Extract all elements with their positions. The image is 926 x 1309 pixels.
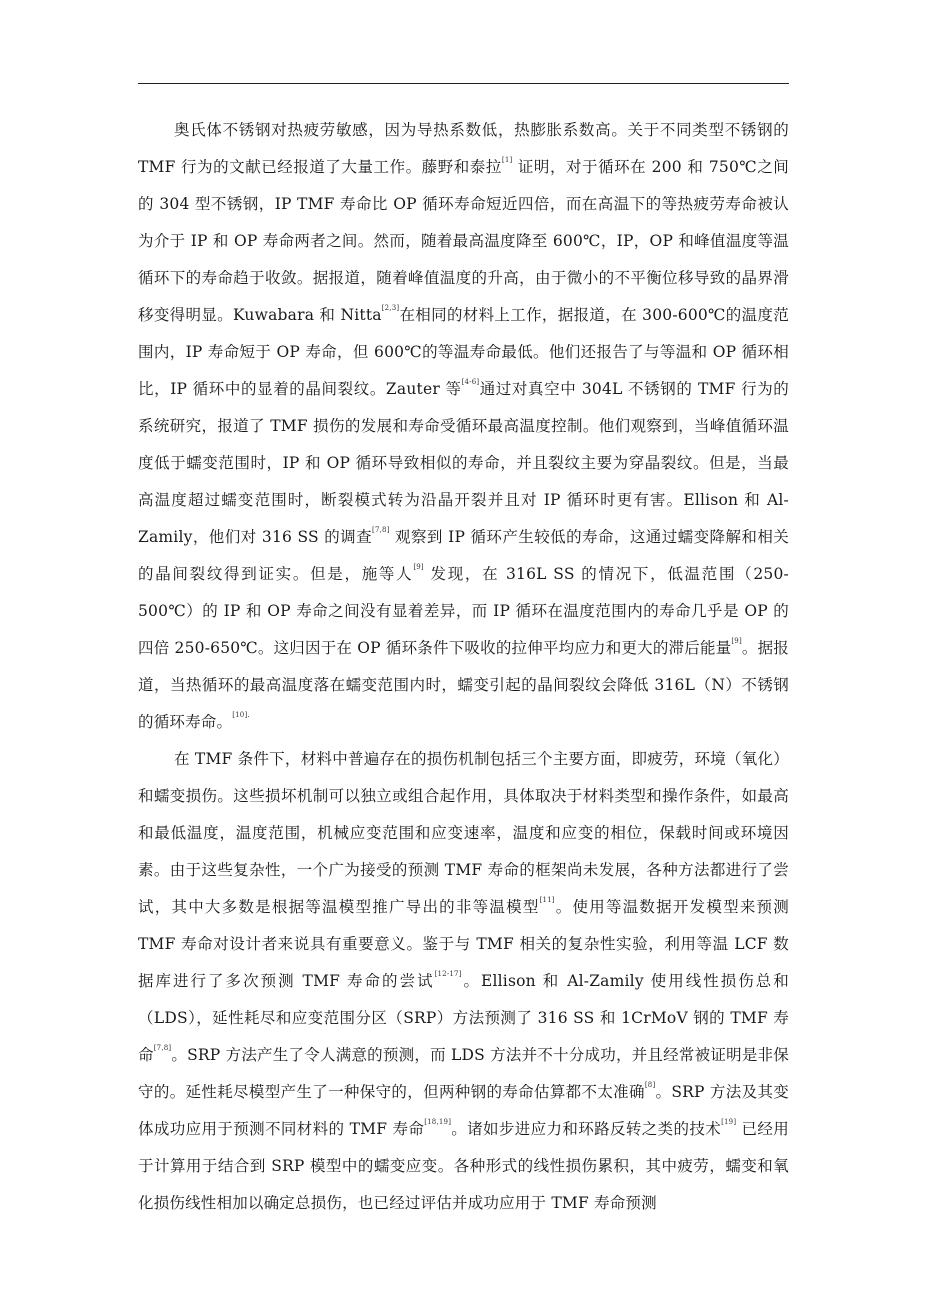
text-run: 已经用于计算用于结合到 SRP 模型中的蠕变应变。各种形式的线性损伤累积，其中疲劳，蠕变和氧化损伤线性相加以确定总损伤，也已经过评估并成功应用于 TMF 寿命预测 [138, 1120, 790, 1212]
citation-ref: [9] [413, 563, 424, 571]
paragraph-1 [138, 112, 789, 741]
citation-ref: [11] [539, 896, 555, 904]
text-run: 。SRP 方法产生了令人满意的预测，而 LDS 方法并不十分成功，并且经常被证明是非保守的。延性耗尽模型产生了一种保守的，但两种钢的寿命估算都不太准确 [138, 1046, 789, 1101]
text-run: 观察到 IP 循环产生较低的寿命，这通过蠕变降解和相关的晶间裂纹得到证实。但是，施等人 [138, 528, 789, 583]
text-run: 。Ellison 和 Al-Zamily 使用线性损伤总和（LDS），延性耗尽和应变范围分区（SRP）方法预测了 316 SS 和 1CrMoV 钢的 TMF 寿命 [138, 972, 789, 1064]
text-run: 。使用等温数据开发模型来预测 TMF 寿命对设计者来说具有重要意义。鉴于与 TMF 相关的复杂性实验，利用等温 LCF 数据库进行了多次预测 TMF 寿命的尝试 [138, 898, 789, 990]
text-run: 奥氏体不锈钢对热疲劳敏感，因为导热系数低，热膨胀系数高。关于不同类型不锈钢的 TMF 行为的文献已经报道了大量工作。藤野和泰拉 [138, 121, 789, 176]
citation-ref: [8] [644, 1081, 656, 1089]
text-run: 。SRP 方法及其变体成功应用于预测不同材料的 TMF 寿命 [138, 1083, 789, 1138]
citation-ref: [4-6] [461, 378, 480, 386]
paragraph-2 [138, 741, 789, 1222]
text-run: 在 TMF 条件下，材料中普遍存在的损伤机制包括三个主要方面，即疲劳，环境（氧化）和蠕变损伤。这些损坏机制可以独立或组合起作用，具体取决于材料类型和操作条件，如最高和最低温度，温度范围，机械应变范围和应变速率，温度和应变的相位，保载时间或环境因素。由于这些复杂性，一个广为接受的预测 TMF 寿命的框架尚未发展，各种方法都进行了尝试，其中大多数是根据等温模型推广导出的非等温模型 [138, 750, 789, 916]
citation-ref: [9] [731, 637, 742, 645]
document-body [138, 112, 789, 1222]
citation-ref: [19] [721, 1118, 737, 1126]
citation-ref: [1] [501, 156, 513, 164]
text-run: 在相同的材料上工作，据报道，在 300-600℃的温度范围内，IP 寿命短于 OP 寿命，但 600℃的等温寿命最低。他们还报告了与等温和 OP 循环相比，IP 循环中的显着的晶间裂纹。Zauter 等 [138, 306, 789, 398]
citation-ref: [7,8] [372, 526, 390, 534]
citation-ref: [7,8] [153, 1044, 172, 1052]
citation-ref: [18,19] [424, 1118, 452, 1126]
text-run: 。据报道，当热循环的最高温度落在蠕变范围内时，蠕变引起的晶间裂纹会降低 316L（N）不锈钢的循环寿命。 [138, 639, 789, 731]
text-run: 通过对真空中 304L 不锈钢的 TMF 行为的系统研究，报道了 TMF 损伤的发展和寿命受循环最高温度控制。他们观察到，当峰值循环温度低于蠕变范围时，IP 和 OP 循环导致相似的寿命，并且裂纹主要为穿晶裂纹。但是，当最高温度超过蠕变范围时，断裂模式转为沿晶开裂并且对 IP 循环时更有害。Ellison 和 Al-Zamily，他们对 316 SS 的调查 [138, 380, 789, 546]
citation-ref: [2,3] [381, 304, 400, 312]
text-run: 发现，在 316L SS 的情况下，低温范围（250-500℃）的 IP 和 OP 寿命之间没有显着差异，而 IP 循环在温度范围内的寿命几乎是 OP 的四倍 250-650℃。这归因于在 OP 循环条件下吸收的拉伸平均应力和更大的滞后能量 [138, 565, 789, 657]
text-run: 证明，对于循环在 200 和 750℃之间的 304 型不锈钢，IP TMF 寿命比 OP 循环寿命短近四倍，而在高温下的等热疲劳寿命被认为介于 IP 和 OP 寿命两者之间。然而，随着最高温度降至 600℃，IP，OP 和峰值温度等温循环下的寿命趋于收敛。据报道，随着峰值温度的升高，由于微小的不平衡位移导致的晶界滑移变得明显。Kuwabara 和 Nitta [138, 158, 789, 324]
citation-ref: [10]. [232, 711, 250, 719]
header-rule [138, 83, 789, 84]
citation-ref: [12-17] [434, 970, 462, 978]
text-run: 。诸如步进应力和环路反转之类的技术 [451, 1120, 722, 1138]
